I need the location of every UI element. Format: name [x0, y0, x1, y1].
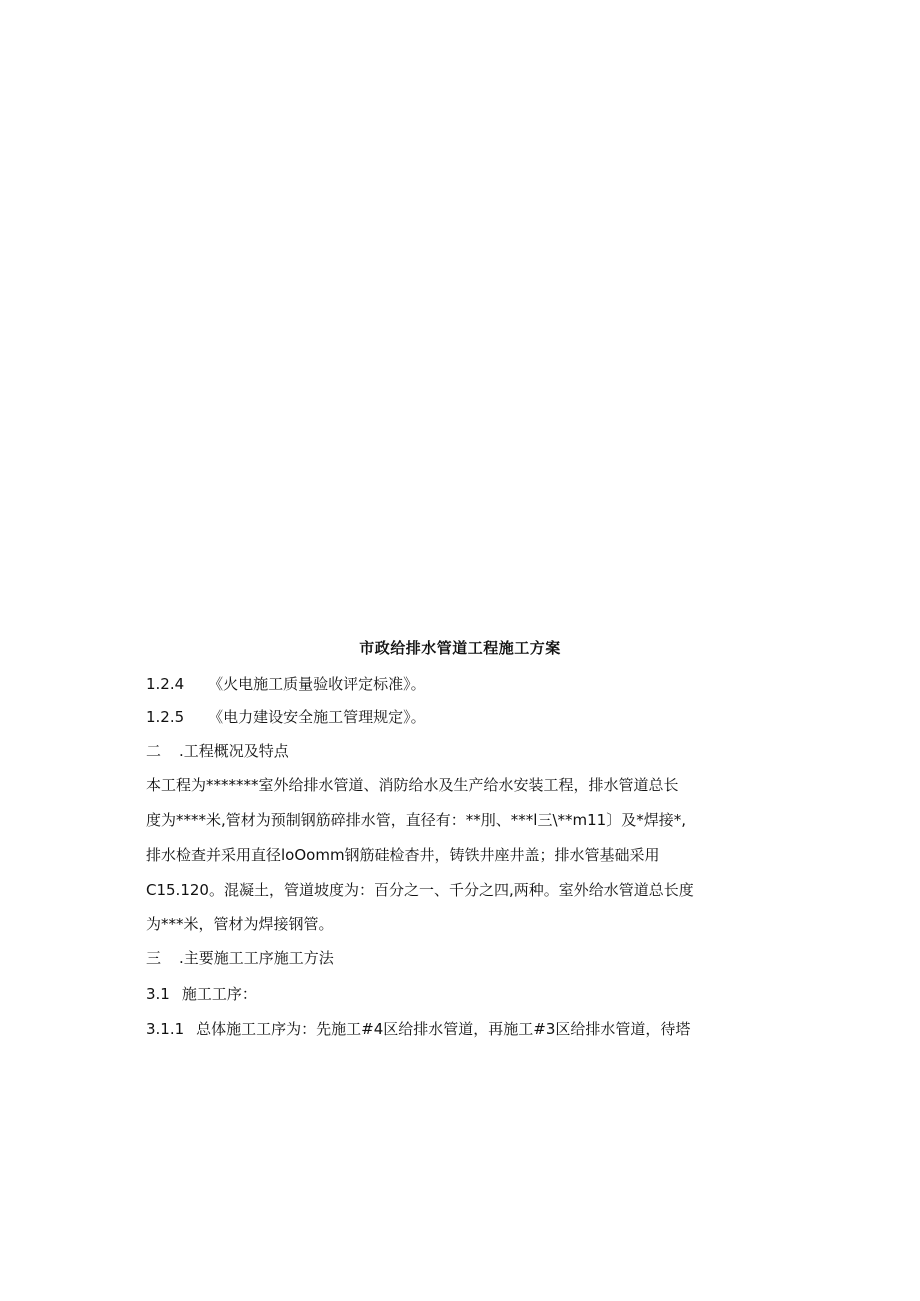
subsection-3-1	[146, 983, 257, 1005]
subsection-number: 3.1	[146, 985, 170, 1003]
subsection-text: 施工工序：	[181, 985, 257, 1003]
page-title: 市政给排水管道工程施工方案	[359, 639, 561, 657]
paragraph-line: 为***米，管材为焊接钢管。	[146, 915, 334, 933]
section-heading-2	[146, 740, 289, 762]
item-text: 《火电施工质量验收评定标准》。	[208, 675, 426, 693]
item-text: 《电力建设安全施工管理规定》。	[208, 708, 426, 726]
section-heading-3	[146, 947, 334, 969]
subsection-text: 总体施工工序为：先施工#4区给排水管道，再施工#3区给排水管道，待塔	[196, 1020, 691, 1038]
section-number: 三	[146, 949, 162, 967]
section-text: .主要施工工序施工方法	[179, 949, 334, 967]
reference-item-1-2-4	[146, 673, 426, 695]
subsection-3-1-1	[146, 1018, 690, 1040]
paragraph-line: C15.120。混凝土，管道坡度为：百分之一、千分之四,两种。室外给水管道总长度	[146, 881, 694, 899]
paragraph-line: 度为****米,管材为预制钢筋碎排水管，直径有：**刖、***l三\**m11〕及*焊接*,	[146, 811, 686, 829]
section-text: .工程概况及特点	[179, 742, 289, 760]
item-number: 1.2.5	[146, 708, 185, 726]
item-number: 1.2.4	[146, 675, 185, 693]
paragraph-line: 排水检查并采用直径loOomm钢筋硅检杳井，铸铁井座井盖；排水管基础采用	[146, 846, 660, 864]
paragraph-line: 本工程为*******室外给排水管道、消防给水及生产给水安装工程，排水管道总长	[146, 776, 679, 794]
reference-item-1-2-5	[146, 706, 426, 728]
subsection-number: 3.1.1	[146, 1020, 185, 1038]
section-number: 二	[146, 742, 162, 760]
